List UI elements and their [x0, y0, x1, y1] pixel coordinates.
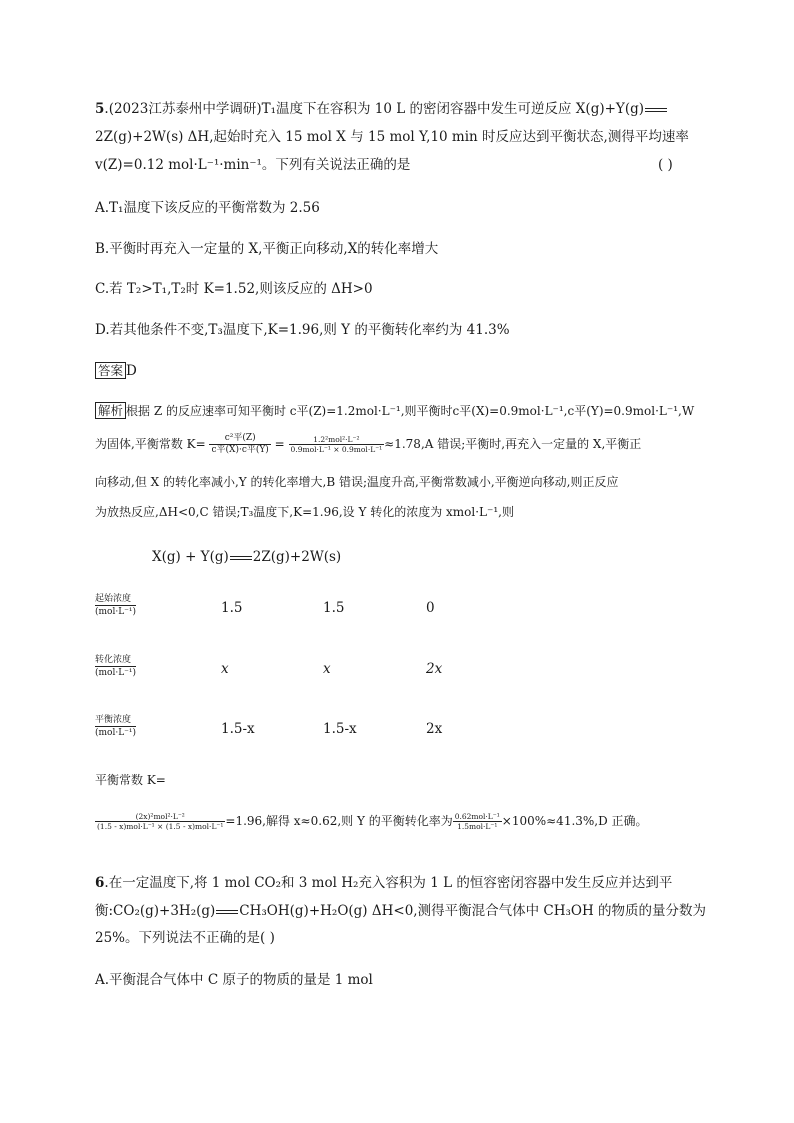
- table-row: [95, 654, 136, 679]
- final-frac-den: (1.5 - x)mol·L⁻¹ × (1.5 - x)mol·L⁻¹: [97, 822, 224, 831]
- q5-option-b: B.平衡时再充入一定量的 X,平衡正向移动,X的转化率增大: [95, 241, 439, 257]
- analysis-tag: 解析: [95, 402, 126, 419]
- q6-stem-line2a: 衡:CO₂(g)+3H₂(g): [95, 903, 216, 919]
- table-cell: 1.5: [221, 600, 243, 616]
- table-cell: 0: [426, 600, 435, 616]
- analysis-text-2b: ≈1.78,A 错误;平衡时,再充入一定量的 X,平衡正: [384, 437, 642, 451]
- q5-analysis-line2: [95, 433, 641, 456]
- equilibrium-arrow-icon: [216, 907, 238, 917]
- q5-stem-line2: 2Z(g)+2W(s) ΔH,起始时充入 15 mol X 与 15 mol Y,10 min 时反应达到平衡状态,测得平均速率: [95, 129, 689, 145]
- k-frac2-den: 0.9mol·L⁻¹ × 0.9mol·L⁻¹: [290, 445, 383, 454]
- row-label: [95, 714, 136, 739]
- q5-stem-line3: v(Z)=0.12 mol·L⁻¹·min⁻¹。下列有关说法正确的是: [95, 157, 411, 173]
- final-frac-num: (2x)²mol²·L⁻²: [95, 812, 225, 822]
- q6-option-a: A.平衡混合气体中 C 原子的物质的量是 1 mol: [95, 972, 373, 988]
- answer-value: D: [126, 363, 137, 379]
- k-frac2-num: 1.2²mol²·L⁻²: [289, 435, 385, 445]
- q6-stem-line1: .在一定温度下,将 1 mol CO₂和 3 mol H₂充入容积为 1 L 的恒容密闭容器中发生反应并达到平: [104, 875, 673, 891]
- reaction-left: X(g) + Y(g): [152, 549, 229, 565]
- equilibrium-arrow-icon: [645, 105, 667, 115]
- row-label-bot: (mol·L⁻¹): [95, 607, 137, 617]
- row-label-top: 起始浓度: [95, 593, 136, 606]
- row-label-bot: (mol·L⁻¹): [95, 668, 137, 678]
- q5-line1: [95, 100, 668, 118]
- table-cell: 1.5-x: [323, 721, 357, 737]
- conv-frac-den: 1.5mol·L⁻¹: [457, 822, 498, 831]
- q5-option-d: D.若其他条件不变,T₃温度下,K=1.96,则 Y 的平衡转化率约为 41.3%: [95, 322, 510, 338]
- q5-analysis-line3: 向移动,但 X 的转化率减小,Y 的转化率增大,B 错误;温度升高,平衡常数减小,平衡逆向移动,则正反应: [95, 475, 619, 489]
- row-label-top: 转化浓度: [95, 654, 136, 667]
- q5-answer-row: [95, 362, 137, 380]
- final-computation: [95, 812, 648, 831]
- conv-frac-num: 0.62mol·L⁻¹: [454, 812, 500, 821]
- q6-line1: [95, 874, 672, 892]
- q5-analysis-line1: [95, 403, 694, 419]
- table-cell: 1.5-x: [221, 721, 255, 737]
- table-row: [95, 593, 136, 618]
- analysis-text-2a: 为固体,平衡常数 K=: [95, 437, 206, 451]
- q6-number: 6: [95, 875, 105, 891]
- reaction-equation: [152, 548, 341, 566]
- reaction-right: 2Z(g)+2W(s): [252, 549, 342, 565]
- k-label: 平衡常数 K=: [95, 773, 166, 787]
- q6-stem-line2b: CH₃OH(g)+H₂O(g) ΔH<0,测得平衡混合气体中 CH₃OH 的物质的量分数为: [239, 903, 707, 919]
- q5-option-c: C.若 T₂>T₁,T₂时 K=1.52,则该反应的 ΔH>0: [95, 281, 373, 297]
- table-cell: x: [221, 661, 229, 677]
- final-mid-text: =1.96,解得 x≈0.62,则 Y 的平衡转化率为: [225, 814, 453, 828]
- k-fraction-numeric: [289, 435, 385, 454]
- answer-tag: 答案: [95, 362, 126, 379]
- q6-stem-line3: 25%。下列说法不正确的是( ): [95, 930, 275, 946]
- q5-number: 5: [95, 101, 105, 117]
- table-row: [95, 714, 136, 739]
- q6-line2: [95, 902, 706, 920]
- q5-option-a: A.T₁温度下该反应的平衡常数为 2.56: [95, 200, 320, 216]
- q5-stem-line1: .(2023江苏泰州中学调研)T₁温度下在容积为 10 L 的密闭容器中发生可逆反应 X(g)+Y(g): [104, 101, 644, 117]
- final-k-fraction: [95, 812, 225, 831]
- table-cell: 2x: [426, 661, 443, 677]
- k-fraction-symbolic: [209, 433, 270, 456]
- equilibrium-arrow-icon: [230, 553, 252, 563]
- conversion-fraction: [453, 812, 502, 831]
- table-cell: 1.5: [323, 600, 345, 616]
- table-cell: x: [323, 661, 331, 677]
- row-label: [95, 654, 136, 679]
- row-label: [95, 593, 136, 618]
- equals-sign: =: [274, 437, 285, 451]
- row-label-bot: (mol·L⁻¹): [95, 728, 137, 738]
- table-cell: 2x: [426, 721, 443, 737]
- final-tail-text: ×100%≈41.3%,D 正确。: [501, 814, 648, 828]
- k-frac-den: c平(X)·c平(Y): [211, 445, 269, 455]
- k-frac-num: c²平(Z): [209, 433, 270, 445]
- q5-answer-blank: ( ): [658, 157, 673, 173]
- analysis-text-1: 根据 Z 的反应速率可知平衡时 c平(Z)=1.2mol·L⁻¹,则平衡时c平(X)=0.9mol·L⁻¹,c平(Y)=0.9mol·L⁻¹,W: [126, 404, 695, 418]
- q5-analysis-line4: 为放热反应,ΔH<0,C 错误;T₃温度下,K=1.96,设 Y 转化的浓度为 xmol·L⁻¹,则: [95, 505, 514, 519]
- row-label-top: 平衡浓度: [95, 714, 136, 727]
